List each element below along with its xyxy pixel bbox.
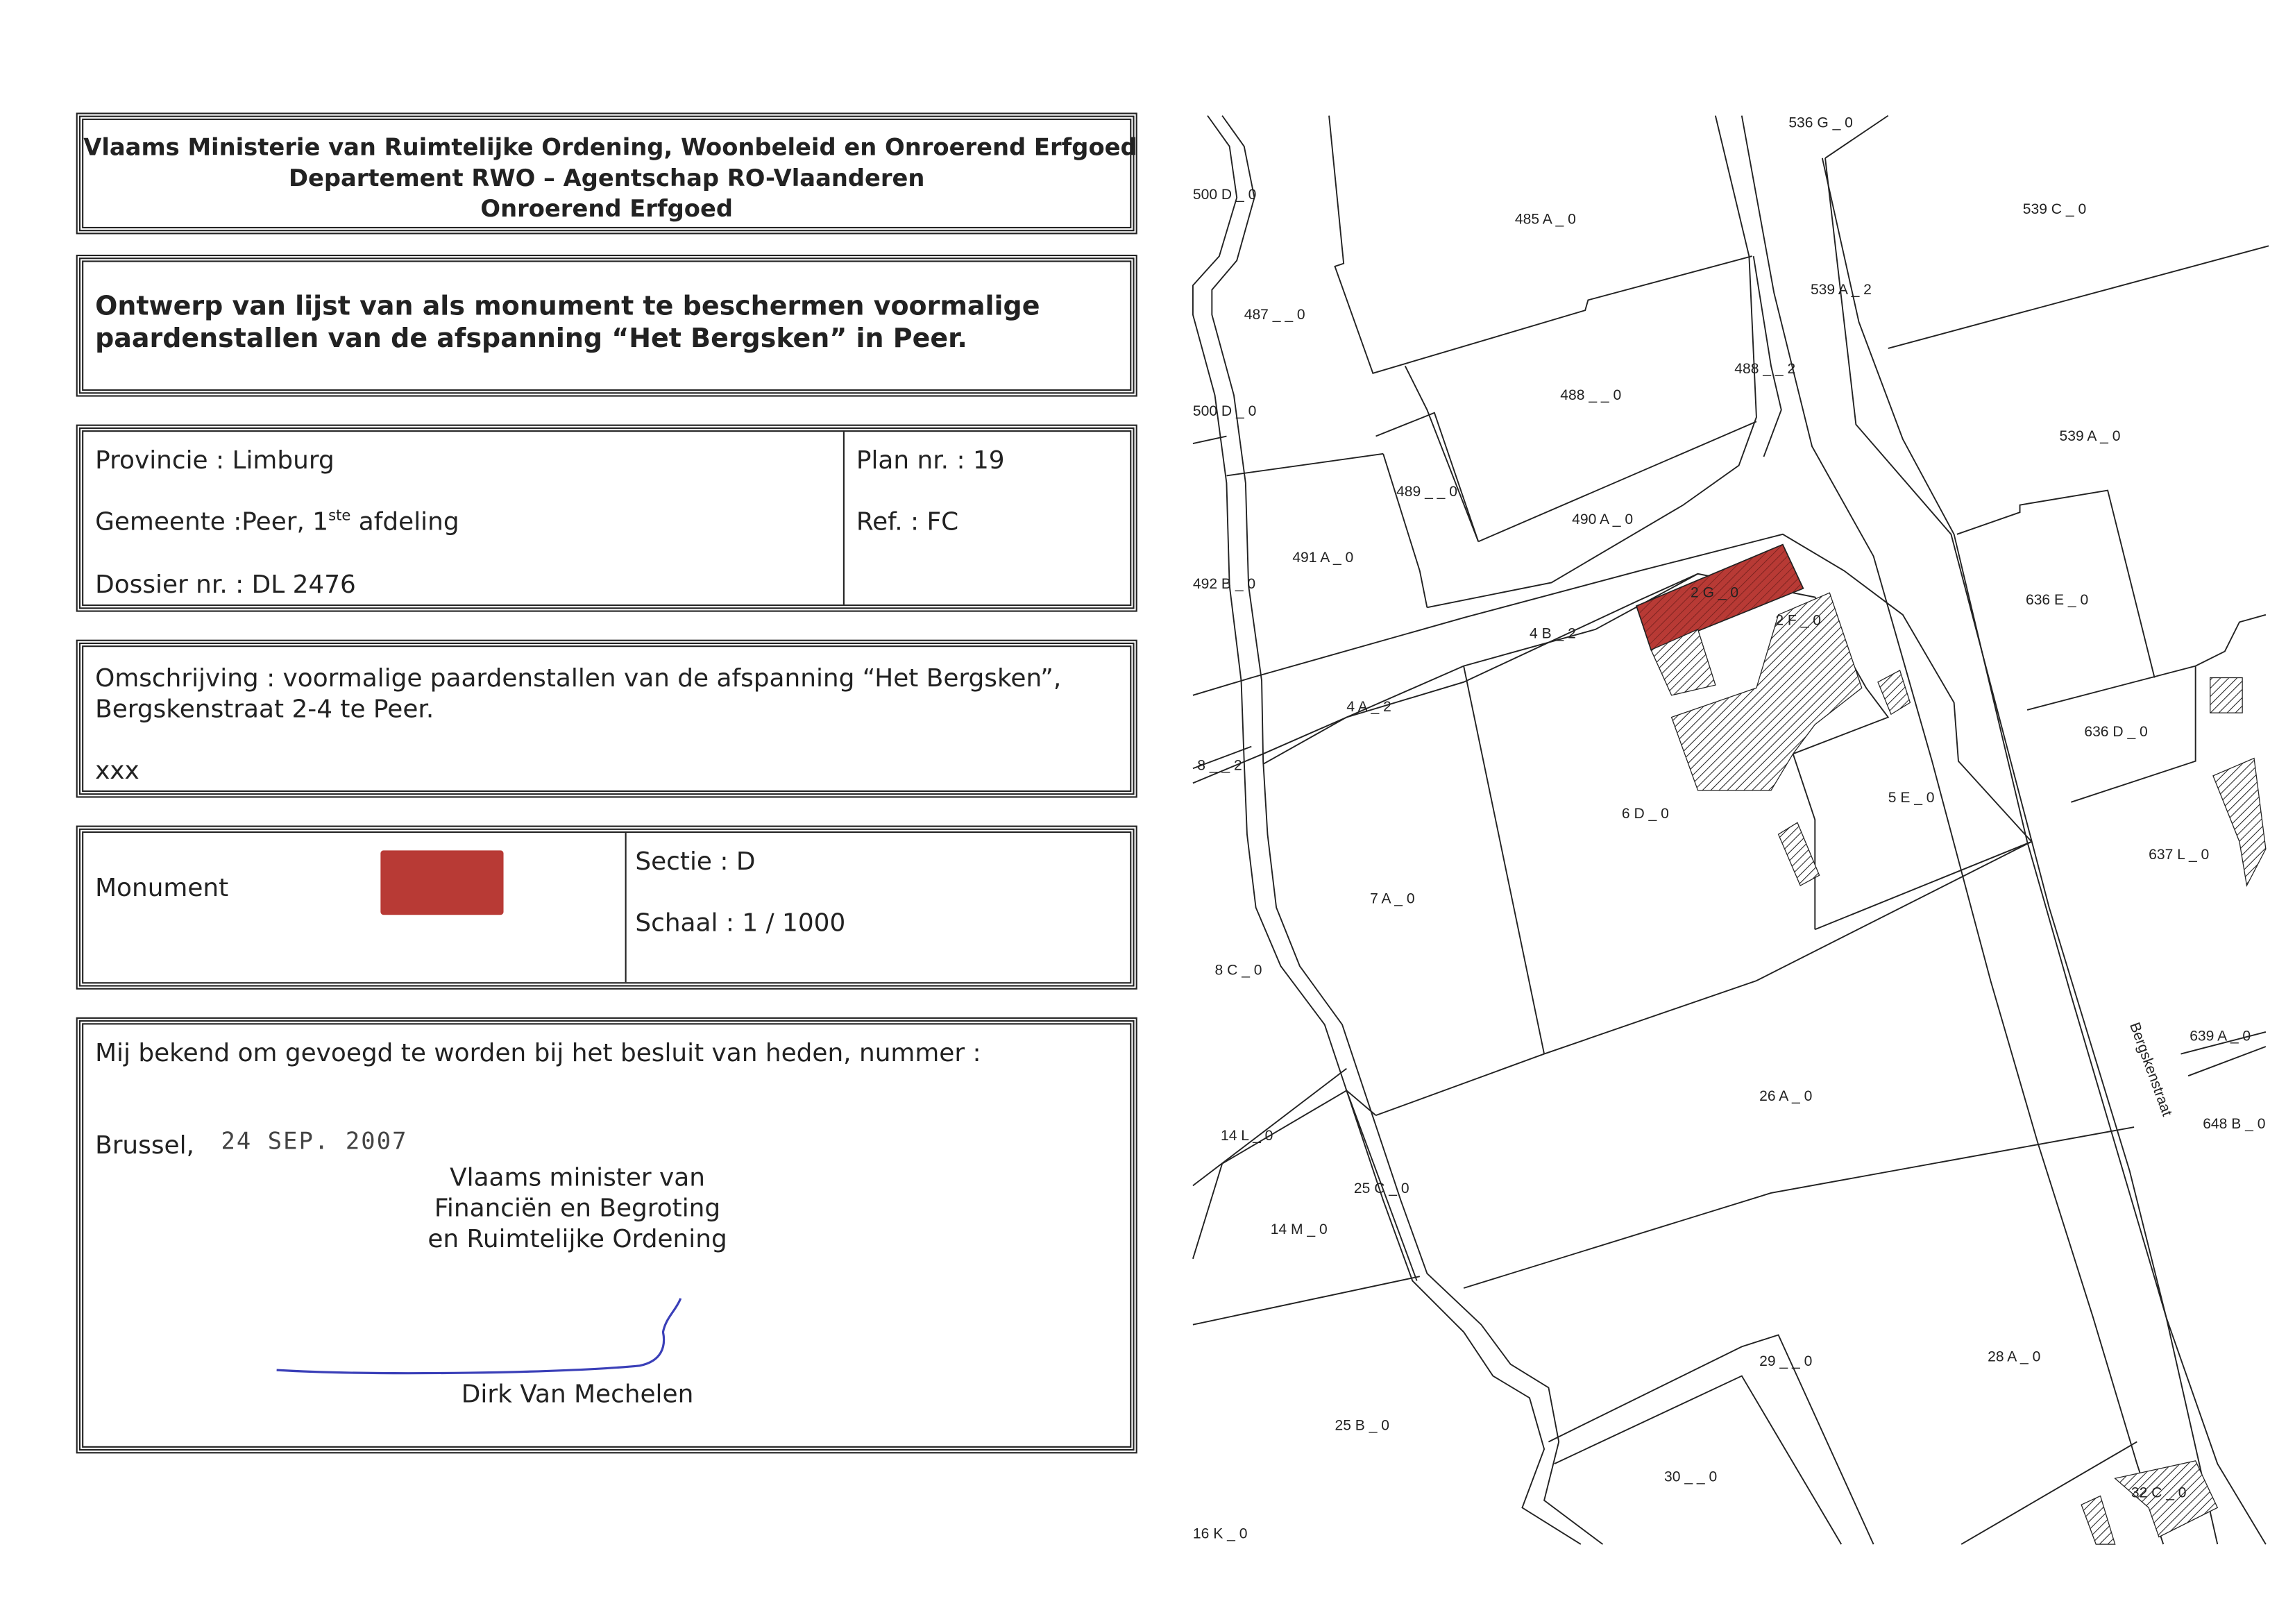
parcel-label: 488 _ _ 2 bbox=[1734, 360, 1796, 377]
reference: Ref. : FC bbox=[856, 507, 959, 538]
parcel-label: 490 A _ 0 bbox=[1572, 511, 1634, 528]
sectie: Sectie : D bbox=[635, 847, 756, 877]
parcel-label: 636 D _ 0 bbox=[2084, 723, 2148, 740]
department-line: Departement RWO – Agentschap RO-Vlaanderen bbox=[288, 164, 925, 192]
parcel-label: 2 F _ 0 bbox=[1775, 612, 1821, 629]
parcel-label: 539 C _ 0 bbox=[2022, 201, 2087, 217]
gemeente-suffix: afdeling bbox=[350, 507, 459, 538]
building bbox=[2081, 1496, 2115, 1545]
signatory: Dirk Van Mechelen bbox=[461, 1380, 694, 1410]
description-line: Bergskenstraat 2-4 te Peer. bbox=[95, 695, 434, 725]
provincie: Provincie : Limburg bbox=[95, 446, 334, 476]
parcel-label: 5 E _ 0 bbox=[1888, 789, 1935, 806]
parcel-label: 2 G _ 0 bbox=[1691, 584, 1739, 601]
parcel-label: 488 _ _ 0 bbox=[1560, 387, 1622, 403]
dossier-number: Dossier nr. : DL 2476 bbox=[95, 570, 356, 600]
parcel-label: 28 A _ 0 bbox=[1988, 1348, 2041, 1365]
parcel-label: 25 B _ 0 bbox=[1335, 1417, 1390, 1434]
approval-text: Mij bekend om gevoegd te worden bij het besluit van heden, nummer : bbox=[95, 1039, 981, 1069]
agency-line: Onroerend Erfgoed bbox=[480, 194, 734, 223]
parcel-label: 536 G _ 0 bbox=[1788, 115, 1853, 131]
parcel-label: 491 A _ 0 bbox=[1292, 549, 1354, 566]
minister-line: en Ruimtelijke Ordening bbox=[427, 1225, 727, 1255]
parcel-label: 26 A _ 0 bbox=[1759, 1088, 1813, 1105]
title-line: paardenstallen van de afspanning “Het Bergsken” in Peer. bbox=[95, 323, 967, 355]
gemeente-sup: ste bbox=[328, 508, 351, 525]
parcel-label: 648 B _ 0 bbox=[2203, 1116, 2266, 1133]
parcel-label: 637 L _ 0 bbox=[2149, 847, 2210, 863]
parcel-label: 539 A _ 0 bbox=[2059, 428, 2121, 444]
parcel-label: 639 A _ 0 bbox=[2190, 1028, 2251, 1044]
monument-label: Monument bbox=[95, 874, 229, 904]
parcel-label: 8 C _ 0 bbox=[1214, 962, 1262, 979]
parcel-label: 25 C _ 0 bbox=[1353, 1180, 1409, 1196]
parcel-label: 500 D _ 0 bbox=[1192, 186, 1257, 203]
parcel-label: 636 E _ 0 bbox=[2025, 592, 2089, 609]
description-line: xxx bbox=[95, 756, 139, 786]
description-line: Omschrijving : voormalige paardenstallen van de afspanning “Het Bergsken”, bbox=[95, 664, 1062, 694]
street-name: Bergskenstraat bbox=[2126, 1020, 2176, 1119]
parcel-label: 8 _ _ 2 bbox=[1197, 757, 1242, 774]
parcel-label: 32 C _ 0 bbox=[2131, 1485, 2187, 1501]
parcel-lines bbox=[1193, 116, 2269, 1544]
place: Brussel, bbox=[95, 1131, 194, 1161]
parcel-label: 14 M _ 0 bbox=[1270, 1221, 1328, 1237]
parcel-label: 6 D _ 0 bbox=[1621, 805, 1669, 822]
parcel-label: 29 _ _ 0 bbox=[1759, 1353, 1813, 1369]
parcel-label: 16 K _ 0 bbox=[1192, 1525, 1248, 1542]
building bbox=[1878, 670, 1910, 714]
plan-number: Plan nr. : 19 bbox=[856, 446, 1005, 476]
parcel-label: 485 A _ 0 bbox=[1514, 211, 1576, 228]
parcel-label: 30 _ _ 0 bbox=[1664, 1469, 1718, 1485]
title-line: Ontwerp van lijst van als monument te beschermen voormalige bbox=[95, 291, 1040, 323]
buildings bbox=[1636, 545, 2266, 1545]
gemeente-text: Gemeente :Peer, 1 bbox=[95, 507, 329, 538]
ministry-line: Vlaams Ministerie van Ruimtelijke Ordening, Woonbeleid en Onroerend Erfgoed bbox=[83, 133, 1137, 162]
parcel-label: 7 A _ 0 bbox=[1370, 890, 1415, 907]
date-stamp: 24 SEP. 2007 bbox=[221, 1127, 408, 1156]
parcel-label: 4 A _ 2 bbox=[1346, 699, 1391, 716]
building bbox=[1779, 822, 1820, 886]
parcel-label: 539 A _ 2 bbox=[1810, 281, 1872, 298]
parcel-label: 500 D _ 0 bbox=[1192, 403, 1257, 419]
parcel-label: 492 B _ 0 bbox=[1192, 575, 1256, 592]
minister-line: Financiën en Begroting bbox=[434, 1194, 721, 1224]
building bbox=[2210, 678, 2242, 713]
building bbox=[2213, 759, 2266, 886]
minister-line: Vlaams minister van bbox=[450, 1163, 705, 1193]
parcel-labels bbox=[1193, 115, 2266, 1541]
parcel-label: 4 B _ 2 bbox=[1530, 625, 1576, 642]
parcel-label: 487 _ _ 0 bbox=[1244, 306, 1305, 323]
schaal: Schaal : 1 / 1000 bbox=[635, 908, 846, 938]
parcel-label: 489 _ _ 0 bbox=[1396, 483, 1457, 500]
parcel-label: 14 L _ 0 bbox=[1220, 1127, 1273, 1144]
